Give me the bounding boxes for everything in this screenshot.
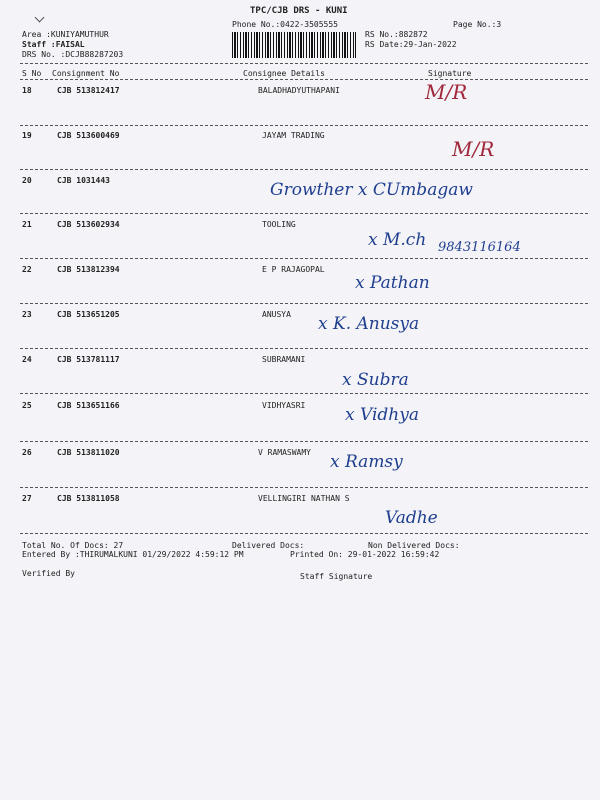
column-header-consignee: Consignee Details [243, 69, 325, 78]
divider [20, 63, 588, 64]
row-divider [20, 213, 588, 214]
row-consignee: V RAMASWAMY [258, 448, 311, 457]
row-signature: x Pathan [355, 273, 430, 293]
barcode [232, 32, 356, 58]
row-divider [20, 303, 588, 304]
row-sno: 27 [22, 494, 32, 503]
row-sno: 21 [22, 220, 32, 229]
row-consignee: JAYAM TRADING [262, 131, 325, 140]
row-sno: 18 [22, 86, 32, 95]
row-sno: 26 [22, 448, 32, 457]
row-signature: x K. Anusya [318, 314, 420, 334]
row-divider [20, 258, 588, 259]
page-number: Page No.:3 [453, 20, 502, 29]
row-consignee: SUBRAMANI [262, 355, 306, 364]
row-consignee: ANUSYA [262, 310, 291, 319]
row-consignment: CJB 513811020 [57, 448, 120, 457]
row-signature: Growther x CUmbagaw [270, 180, 473, 200]
phone-number: Phone No.:0422-3505555 [232, 20, 338, 29]
row-divider [20, 533, 588, 534]
row-consignment: CJB 513812417 [57, 86, 120, 95]
row-divider [20, 169, 588, 170]
row-consignment: CJB 513812394 [57, 265, 120, 274]
row-sno: 23 [22, 310, 32, 319]
rs-number: RS No.:882872 [365, 30, 428, 39]
row-consignment: CJB 513602934 [57, 220, 120, 229]
row-consignee: E P RAJAGOPAL [262, 265, 325, 274]
row-signature: Vadhe [385, 508, 438, 528]
row-signature-phone: 9843116164 [438, 240, 521, 255]
page-corner-mark [35, 13, 45, 23]
row-consignee: TOOLING [262, 220, 296, 229]
row-signature: M/R [452, 137, 495, 161]
row-sno: 25 [22, 401, 32, 410]
rs-date: RS Date:29-Jan-2022 [365, 40, 457, 49]
row-consignment: CJB 513781117 [57, 355, 120, 364]
row-signature: x Subra [342, 370, 409, 390]
row-signature: x M.ch [368, 230, 427, 250]
row-signature: M/R [425, 80, 468, 104]
staff-label: Staff :FAISAL [22, 40, 85, 49]
column-header-signature: Signature [428, 69, 472, 78]
row-divider [20, 348, 588, 349]
row-consignment: CJB 513600469 [57, 131, 120, 140]
divider [20, 79, 588, 80]
area-label: Area :KUNIYAMUTHUR [22, 30, 109, 39]
entered-by: Entered By :THIRUMALKUNI 01/29/2022 4:59:12 PM [22, 550, 244, 559]
row-consignee: BALADHADYUTHAPANI [258, 86, 340, 95]
row-divider [20, 487, 588, 488]
row-consignment: CJB 513651205 [57, 310, 120, 319]
row-sno: 20 [22, 176, 32, 185]
row-divider [20, 393, 588, 394]
row-consignment: CJB 1031443 [57, 176, 110, 185]
verified-by-label: Verified By [22, 569, 75, 578]
column-header-consignment: Consignment No [52, 69, 120, 78]
row-consignment: CJB 513811058 [57, 494, 120, 503]
staff-signature-label: Staff Signature [300, 572, 373, 581]
row-signature: x Ramsy [330, 452, 403, 472]
row-sno: 24 [22, 355, 32, 364]
row-signature: x Vidhya [345, 405, 419, 425]
document-title: TPC/CJB DRS - KUNI [250, 6, 348, 16]
non-delivered-docs: Non Delivered Docs: [368, 541, 460, 550]
drs-number: DRS No. :DCJB88287203 [22, 50, 124, 59]
row-divider [20, 441, 588, 442]
delivered-docs: Delivered Docs: [232, 541, 305, 550]
row-sno: 22 [22, 265, 32, 274]
row-sno: 19 [22, 131, 32, 140]
row-divider [20, 125, 588, 126]
row-consignee: VIDHYASRI [262, 401, 306, 410]
printed-on: Printed On: 29-01-2022 16:59:42 [290, 550, 440, 559]
row-consignee: VELLINGIRI NATHAN S [258, 494, 350, 503]
row-consignment: CJB 513651166 [57, 401, 120, 410]
column-header-sno: S No [22, 69, 42, 78]
total-docs: Total No. Of Docs: 27 [22, 541, 124, 550]
